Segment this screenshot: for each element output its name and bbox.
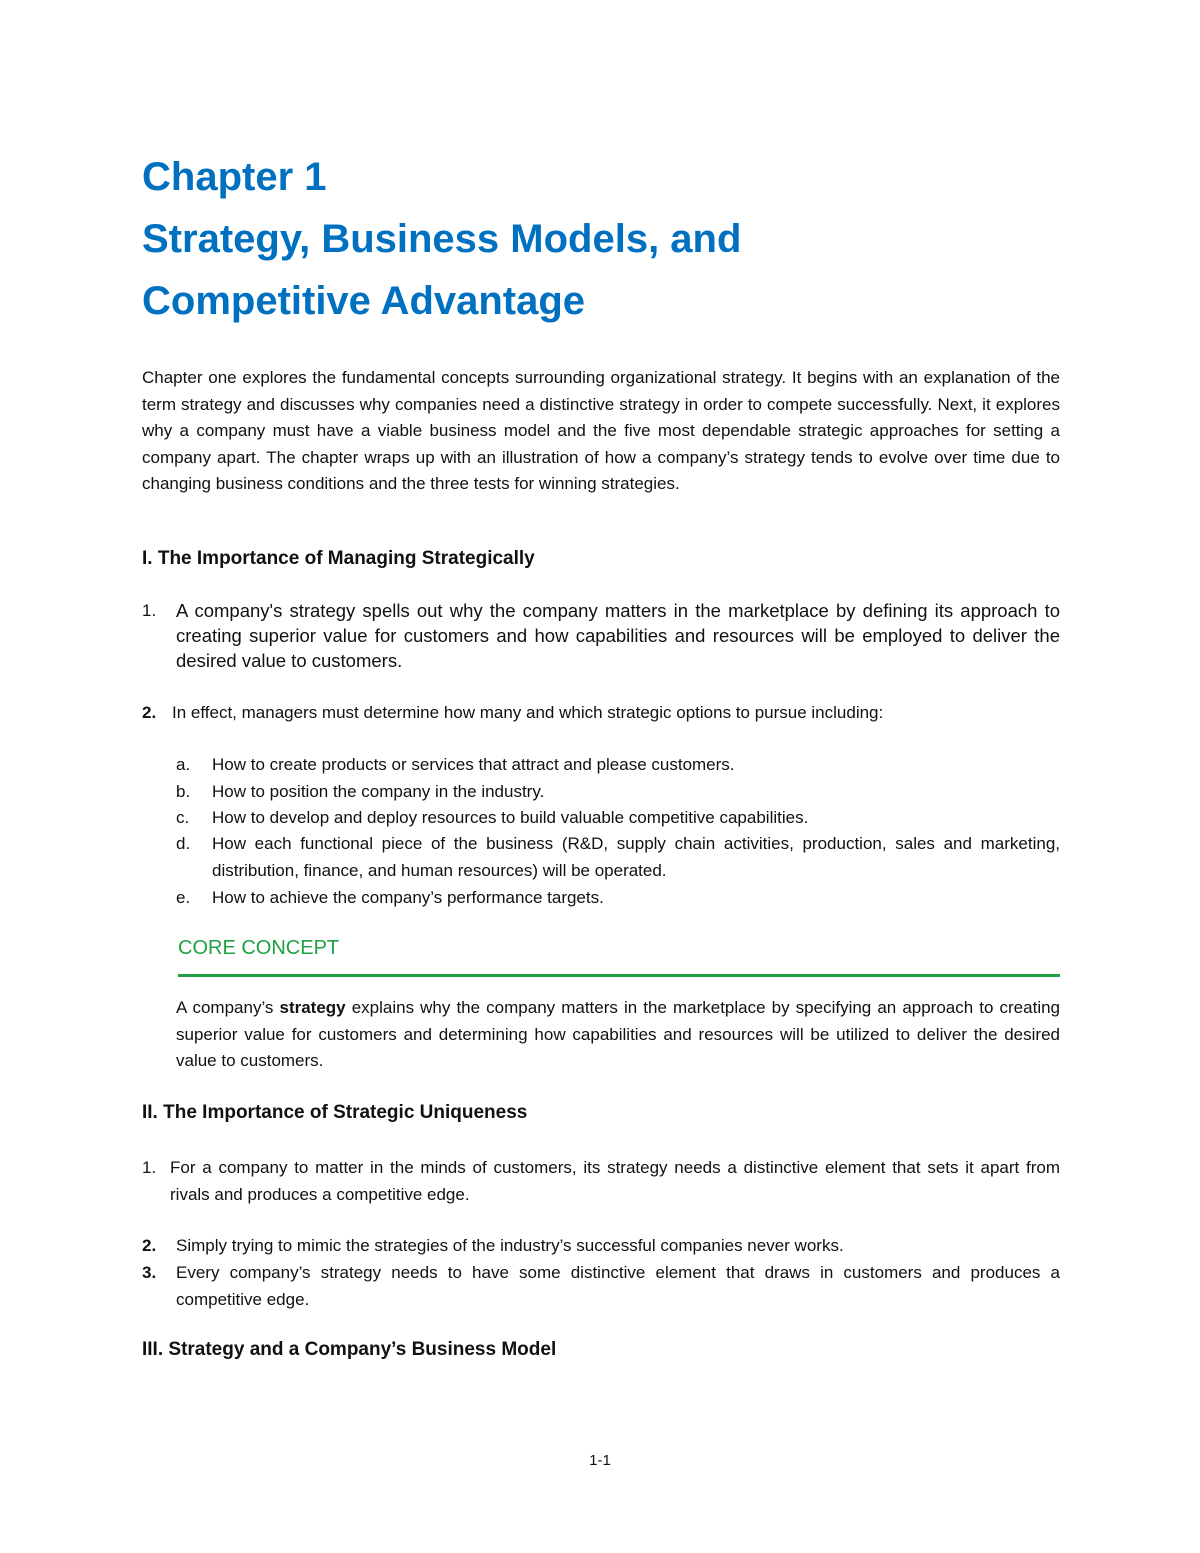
- subitem-b-letter: b.: [176, 782, 191, 801]
- core-concept-term: strategy: [279, 998, 346, 1017]
- subitem-e-text: How to achieve the company’s performance targets.: [212, 888, 604, 907]
- chapter-title: [142, 146, 741, 332]
- section-2-item-3-number: 3.: [142, 1263, 157, 1282]
- subitem-c-text: How to develop and deploy resources to build valuable competitive capabilities.: [212, 808, 809, 827]
- section-2-item-3-text: Every company’s strategy needs to have some distinctive element that draws in customers and produces a competitive edge.: [176, 1263, 1060, 1309]
- subitem-a-letter: a.: [176, 755, 191, 774]
- section-3-heading: III. Strategy and a Company’s Business Model: [142, 1339, 557, 1360]
- subitem-c-letter: c.: [176, 808, 190, 827]
- subitem-d-letter: d.: [176, 834, 191, 853]
- chapter-number: Chapter 1: [142, 155, 327, 199]
- subitem-a-text: How to create products or services that attract and please customers.: [212, 755, 735, 774]
- core-concept-text-after: explains why the company matters in the marketplace by specifying an approach to creating superior value for customers and determining how capabilities and resources will be utilized to deliver the desired value to customers.: [176, 998, 1061, 1070]
- section-1-heading: I. The Importance of Managing Strategically: [142, 548, 535, 569]
- section-2-item-2-number: 2.: [142, 1236, 157, 1255]
- subitem-d-text: How each functional piece of the business (R&D, supply chain activities, production, sales and marketing, distribution, finance, and human resources) will be operated.: [212, 834, 1060, 880]
- section-2-item-1-number: 1.: [142, 1158, 157, 1177]
- subitem-e-letter: e.: [176, 888, 191, 907]
- section-1-item-1-text: A company's strategy spells out why the company matters in the marketplace by defining its approach to creating superior value for customers and how capabilities and resources will be employed to deliver the desired value to customers.: [176, 600, 1060, 671]
- core-concept-text-before: A company’s: [176, 998, 280, 1017]
- chapter-title-line-1: Strategy, Business Models, and: [142, 217, 742, 261]
- page-number: 1-1: [589, 1452, 611, 1469]
- section-2-item-1-text: For a company to matter in the minds of customers, its strategy needs a distinctive element that sets it apart from rivals and produces a competitive edge.: [170, 1158, 1060, 1204]
- section-2-heading: II. The Importance of Strategic Uniqueness: [142, 1102, 528, 1123]
- subitem-b-text: How to position the company in the industry.: [212, 782, 545, 801]
- section-2-item-2-text: Simply trying to mimic the strategies of the industry’s successful companies never works.: [176, 1236, 844, 1255]
- chapter-title-line-2: Competitive Advantage: [142, 279, 586, 323]
- section-1-item-2-text: In effect, managers must determine how many and which strategic options to pursue including:: [172, 703, 884, 722]
- section-1-item-1-number: 1.: [142, 601, 157, 620]
- core-concept-definition: [176, 995, 1060, 1075]
- core-concept-label: CORE CONCEPT: [178, 937, 340, 959]
- intro-paragraph: Chapter one explores the fundamental concepts surrounding organizational strategy. It begins with an explanation of the term strategy and discusses why companies need a distinctive strategy in order to compete successfully. Next, it explores why a company must have a viable business model and the five most dependable strategic approaches for setting a company apart. The chapter wraps up with an illustration of how a company’s strategy tends to evolve over time due to changing business conditions and the three tests for winning strategies.: [142, 368, 1060, 493]
- core-concept-divider: [178, 974, 1060, 977]
- section-1-item-2-number: 2.: [142, 703, 157, 722]
